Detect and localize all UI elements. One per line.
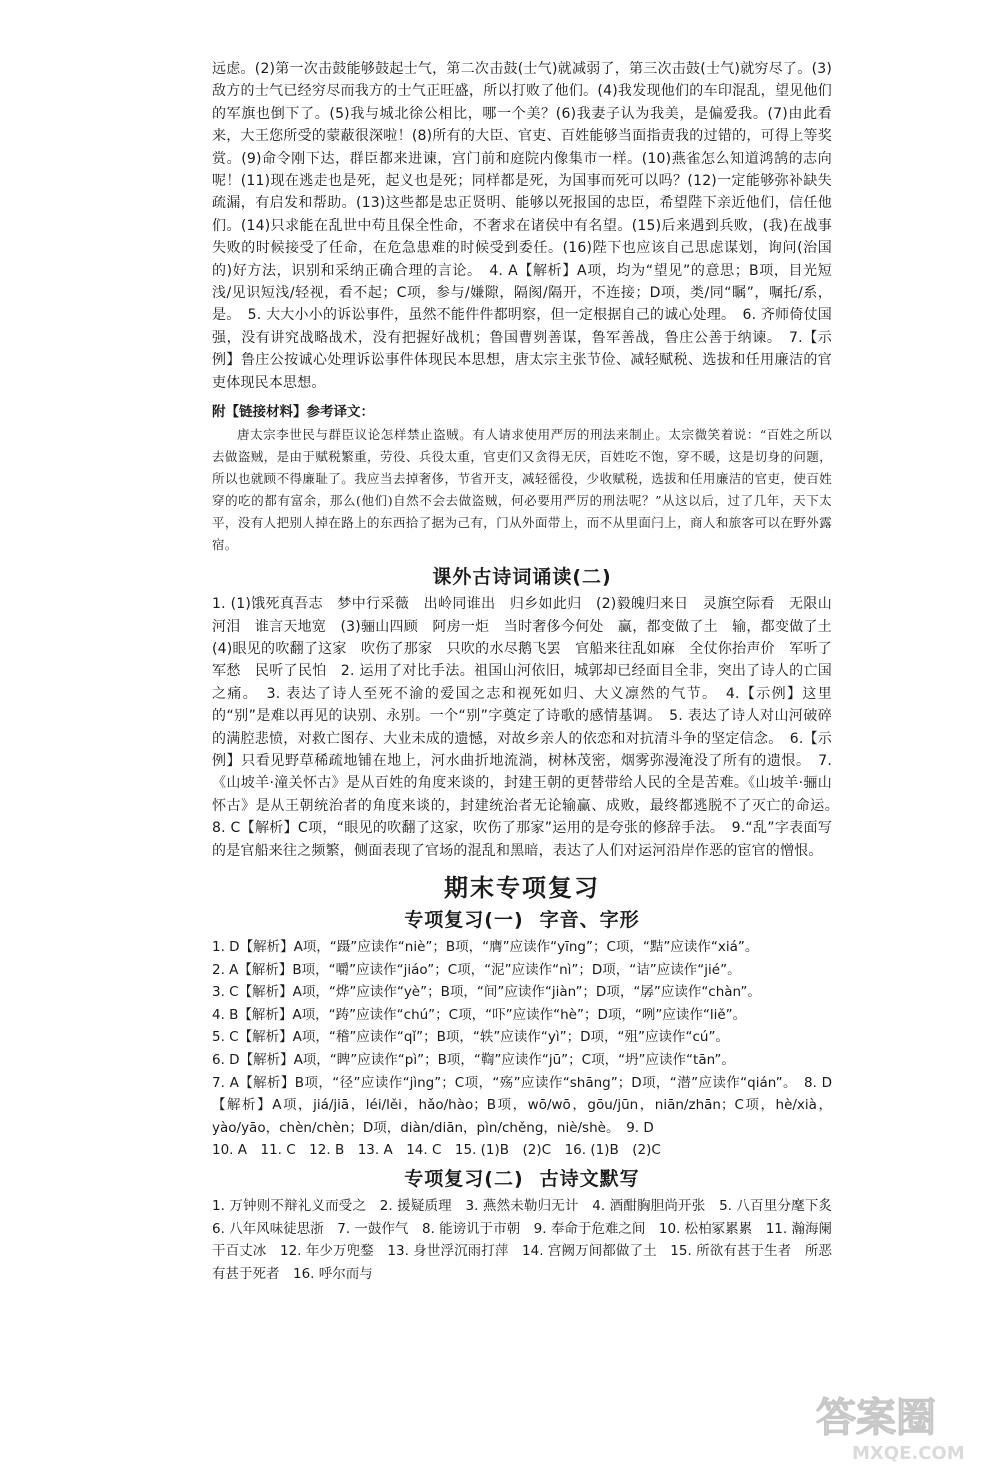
subsection-topic: 字音、字形 (539, 908, 640, 931)
watermark-url: MXQE.COM (852, 1443, 965, 1464)
subsection-number: 专项复习(二) (404, 1167, 524, 1190)
answer-line: 5. C【解析】A项，“稽”应读作“qǐ”；B项，“轶”应读作“yì”；D项，“殂”应读作“cú”。 (212, 1029, 729, 1046)
reference-translation: 唐太宗李世民与群臣议论怎样禁止盗贼。有人请求使用严厉的刑法来制止。太宗微笑着说：“百姓之所以去做盗贼，是由于赋税繁重，劳役、兵役太重，官吏们又贪得无厌，百姓吃不饱，穿不暖，这是切身的问题，所以也就顾不得廉耻了。我应当去掉奢侈，节省开支，减轻徭役，少收赋税，选拔和任用廉洁的官吏，使百姓穿的吃的都有富余，那么(他们)自然不会去做盗贼，何必要用严厉的刑法呢？”从这以后，过了几年，天下太平，没有人把别人掉在路上的东西拾了据为己有，门从外面带上，而不从里面闩上，商人和旅客可以在野外露宿。 (212, 427, 832, 553)
answer-line: 4. B【解析】A项，“踌”应读作“chú”；C项，“吓”应读作“hè”；D项，“咧”应读作“liě”。 (212, 1006, 747, 1023)
section-title-poetry: 课外古诗词诵读(二) (432, 566, 612, 589)
page-content (212, 58, 847, 1285)
subsection-number: 专项复习(一) (404, 908, 524, 931)
answer-line: 10. A 11. C 12. B 13. A 14. C 15. (1)B (2)C 16. (1)B (2)C (212, 1142, 661, 1159)
answer-line: 2. A【解析】B项，“嚼”应读作“jiáo”；C项，“泥”应读作“nì”；D项，“诘”应读作“jié”。 (212, 961, 741, 978)
watermark-text: 答案圈 (816, 1395, 936, 1441)
subsection-title-recitation (212, 1164, 832, 1191)
section-title-final-review: 期末专项复习 (444, 873, 600, 902)
answer-line: 1. D【解析】A项，“蹑”应读作“niè”；B项，“膺”应读作“yīng”；C项，“黠”应读作“xiá”。 (212, 938, 759, 955)
link-material-heading: 附【链接材料】参考译文： (212, 404, 374, 421)
recitation-answers: 1. 万钟则不辩礼义而受之 2. 援疑质理 3. 燕然未勒归无计 4. 酒酣胸胆尚开张 5. 八百里分麾下炙 6. 八年风味徒思浙 7. 一鼓作气 8. 能谤讥于市朝 9. 奉命于危难之间 10. 松柏冢累累 11. 瀚海阑干百丈冰 12. 年少万兜鍪 13. 身世浮沉雨打萍 14. 宫阙万间都做了土 15. 所欲有甚于生者 所恶有甚于死者 16. 呼尔而与 (212, 1197, 846, 1282)
subsection-topic: 古诗文默写 (539, 1167, 640, 1190)
watermark-logo (812, 1379, 992, 1467)
answer-paragraph: 7. A【解析】B项，“径”应读作“jìng”；C项，“殇”应读作“shāng”；D项，“潜”应读作“qián”。 8. D【解析】A项，jiá/jiā，léi/lěi，hǎo/hào；B项，wō/wō，gōu/jūn，niān/zhān；C项，hè/xià，yào/yāo，chèn/chèn；D项，diàn/diān，pìn/chěng，niè/shè。 9. D (212, 1074, 832, 1136)
poetry-answers: 1. (1)饿死真吾志 梦中行采薇 出岭同谁出 归乡如此归 (2)毅魄归来日 灵旗空际看 无限山河泪 谁言天地宽 (3)骊山四顾 阿房一炬 当时奢侈今何处 赢，都变做了土 输，都变做了土 (4)眼见的吹翻了这家 吹伤了那家 只吹的水尽鹅飞罢 官船来往乱如麻 全仗你抬声价 军听了军愁 民听了民怕 2. 运用了对比手法。祖国山河依旧，城郭却已经面目全非，突出了诗人的亡国之痛。 3. 表达了诗人至死不渝的爱国之志和视死如归、大义凛然的气节。 4.【示例】这里的“别”是难以再见的诀别、永别。一个“别”字奠定了诗歌的感情基调。 5. 表达了诗人对山河破碎的满腔悲愤，对救亡图存、大业未成的遗憾，对故乡亲人的依恋和对抗清斗争的坚定信念。 6.【示例】只看见野草稀疏地铺在地上，河水曲折地流淌，树林茂密，烟雾弥漫淹没了所有的遗恨。 7.《山坡羊·潼关怀古》是从百姓的角度来谈的，封建王朝的更替带给人民的全是苦难。《山坡羊·骊山怀古》是从王朝统治者的角度来谈的，封建统治者无论输赢、成败，最终都逃脱不了灭亡的命运。 8. C【解析】C项，“眼见的吹翻了这家，吹伤了那家”运用的是夸张的修辞手法。 9.“乱”字表面写的是官船来往之频繁，侧面表现了官场的混乱和黑暗，表达了人们对运河沿岸作恶的宦官的憎恨。 (212, 596, 847, 859)
answer-line: 3. C【解析】A项，“烨”应读作“yè”；B项，“间”应读作“jiàn”；D项，“孱”应读作“chàn”。 (212, 984, 761, 1001)
answer-continuation: 远虑。(2)第一次击鼓能够鼓起士气，第二次击鼓(士气)就减弱了，第三次击鼓(士气)就穷尽了。(3)敌方的士气已经穷尽而我方的士气正旺盛，所以打败了他们。(4)我发现他们的车印混乱，望见他们的军旗也倒下了。(5)我与城北徐公相比，哪一个美？(6)我妻子认为我美，是偏爱我。(7)由此看来，大王您所受的蒙蔽很深啦！(8)所有的大臣、官吏、百姓能够当面指责我的过错的，可得上等奖赏。(9)命令刚下达，群臣都来进谏，宫门前和庭院内像集市一样。(10)燕雀怎么知道鸿鹄的志向呢！(11)现在逃走也是死，起义也是死；同样都是死，为国事而死可以吗？(12)一定能够弥补缺失疏漏，有启发和帮助。(13)这些都是忠正贤明、能够以死报国的忠臣，希望陛下亲近他们，信任他们。(14)只求能在乱世中苟且保全性命，不奢求在诸侯中有名望。(15)后来遇到兵败，(我)在战事失败的时候接受了任命，在危急患难的时候受到委任。(16)陛下也应该自己思虑谋划，询问(治国的)好方法，识别和采纳正确合理的言论。 4. A【解析】A项，均为“望见”的意思；B项，目光短浅/见识短浅/轻视，看不起；C项，参与/嫌隙，隔阂/隔开，不连接；D项，类/同“瞩”，嘱托/系，是。 5. 大大小小的诉讼事件，虽然不能件件都明察，但一定根据自己的诚心处理。 6. 齐师倚仗国强，没有讲究战略战术，没有把握好战机；鲁国曹刿善谋，鲁军善战，鲁庄公善于纳谏。 7.【示例】鲁庄公按诚心处理诉讼事件体现民本思想，唐太宗主张节俭、减轻赋税、选拔和任用廉洁的官吏体现民本思想。 (212, 61, 832, 391)
answer-line: 6. D【解析】A项，“睥”应读作“pì”；B项，“鞫”应读作“jū”；C项，“坍”应读作“tān”。 (212, 1051, 735, 1068)
subsection-title-pronunciation (212, 905, 832, 932)
